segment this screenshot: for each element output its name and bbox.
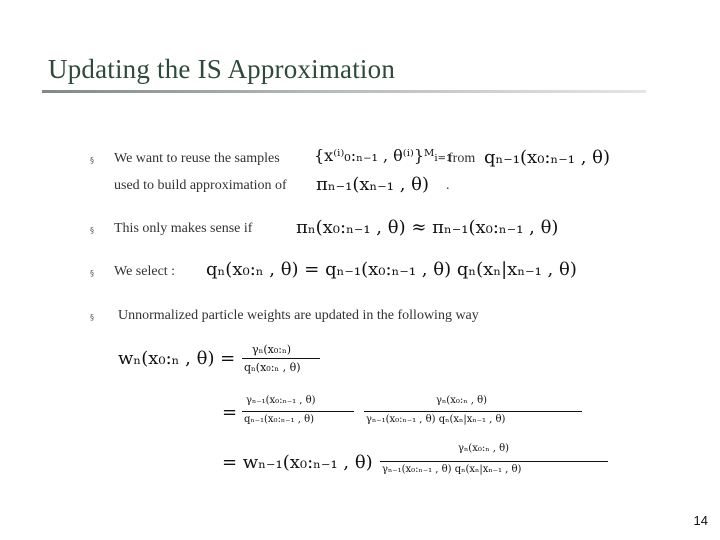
- eq3-fraction-bar: [380, 461, 608, 462]
- bullet2-text: This only makes sense if: [114, 221, 253, 236]
- bullet1-math-target: πₙ₋₁(xₙ₋₁ , θ): [316, 174, 430, 195]
- bullet1-math-samples: {x⁽ⁱ⁾₀:ₙ₋₁ , θ⁽ⁱ⁾}ᴹᵢ₌₁: [314, 146, 453, 165]
- eq2-numerator-2: γₙ(x₀:ₙ , θ): [436, 395, 488, 406]
- bullet1-text-a: We want to reuse the samples: [114, 151, 280, 166]
- bullet2-math-approx: πₙ(x₀:ₙ₋₁ , θ) ≈ πₙ₋₁(x₀:ₙ₋₁ , θ): [296, 217, 559, 238]
- bullet4-text: Unnormalized particle weights are updated in the following way: [118, 308, 479, 323]
- eq3-numerator: γₙ(x₀:ₙ , θ): [458, 443, 510, 454]
- eq2-denominator-2: γₙ₋₁(x₀:ₙ₋₁ , θ) qₙ(xₙ|xₙ₋₁ , θ): [366, 414, 506, 425]
- slide-title: Updating the IS Approximation: [48, 54, 396, 84]
- bullet3-text: We select :: [114, 264, 176, 279]
- eq1-lhs: wₙ(x₀:ₙ , θ) =: [118, 348, 236, 369]
- eq1-denominator: qₙ(x₀:ₙ , θ): [244, 361, 301, 374]
- eq2-equals: =: [222, 402, 238, 423]
- eq2-numerator-1: γₙ₋₁(x₀:ₙ₋₁ , θ): [246, 395, 316, 406]
- eq1-fraction-bar: [242, 358, 320, 359]
- bullet-marker: §: [90, 226, 94, 235]
- eq1-numerator: γₙ(x₀:ₙ): [252, 343, 291, 356]
- bullet1-text-c: used to build approximation of: [114, 178, 287, 193]
- eq2-fraction-bar-2: [364, 411, 582, 412]
- eq3-lhs: = wₙ₋₁(x₀:ₙ₋₁ , θ): [222, 452, 373, 473]
- title-underline: [42, 90, 646, 93]
- bullet-marker: §: [90, 269, 94, 278]
- bullet1-math-proposal: qₙ₋₁(x₀:ₙ₋₁ , θ): [484, 147, 611, 168]
- bullet-marker: §: [90, 156, 94, 165]
- eq3-denominator: γₙ₋₁(x₀:ₙ₋₁ , θ) qₙ(xₙ|xₙ₋₁ , θ): [382, 464, 522, 475]
- bullet1-text-from: from: [448, 151, 476, 166]
- page-number: 14: [693, 513, 708, 528]
- bullet3-math-select: qₙ(x₀:ₙ , θ) = qₙ₋₁(x₀:ₙ₋₁ , θ) qₙ(xₙ|xₙ₋₁ , θ): [206, 259, 577, 280]
- bullet1-period: .: [446, 178, 450, 193]
- eq2-denominator-1: qₙ₋₁(x₀:ₙ₋₁ , θ): [244, 414, 315, 425]
- bullet-marker: §: [90, 313, 94, 322]
- eq2-fraction-bar-1: [242, 411, 354, 412]
